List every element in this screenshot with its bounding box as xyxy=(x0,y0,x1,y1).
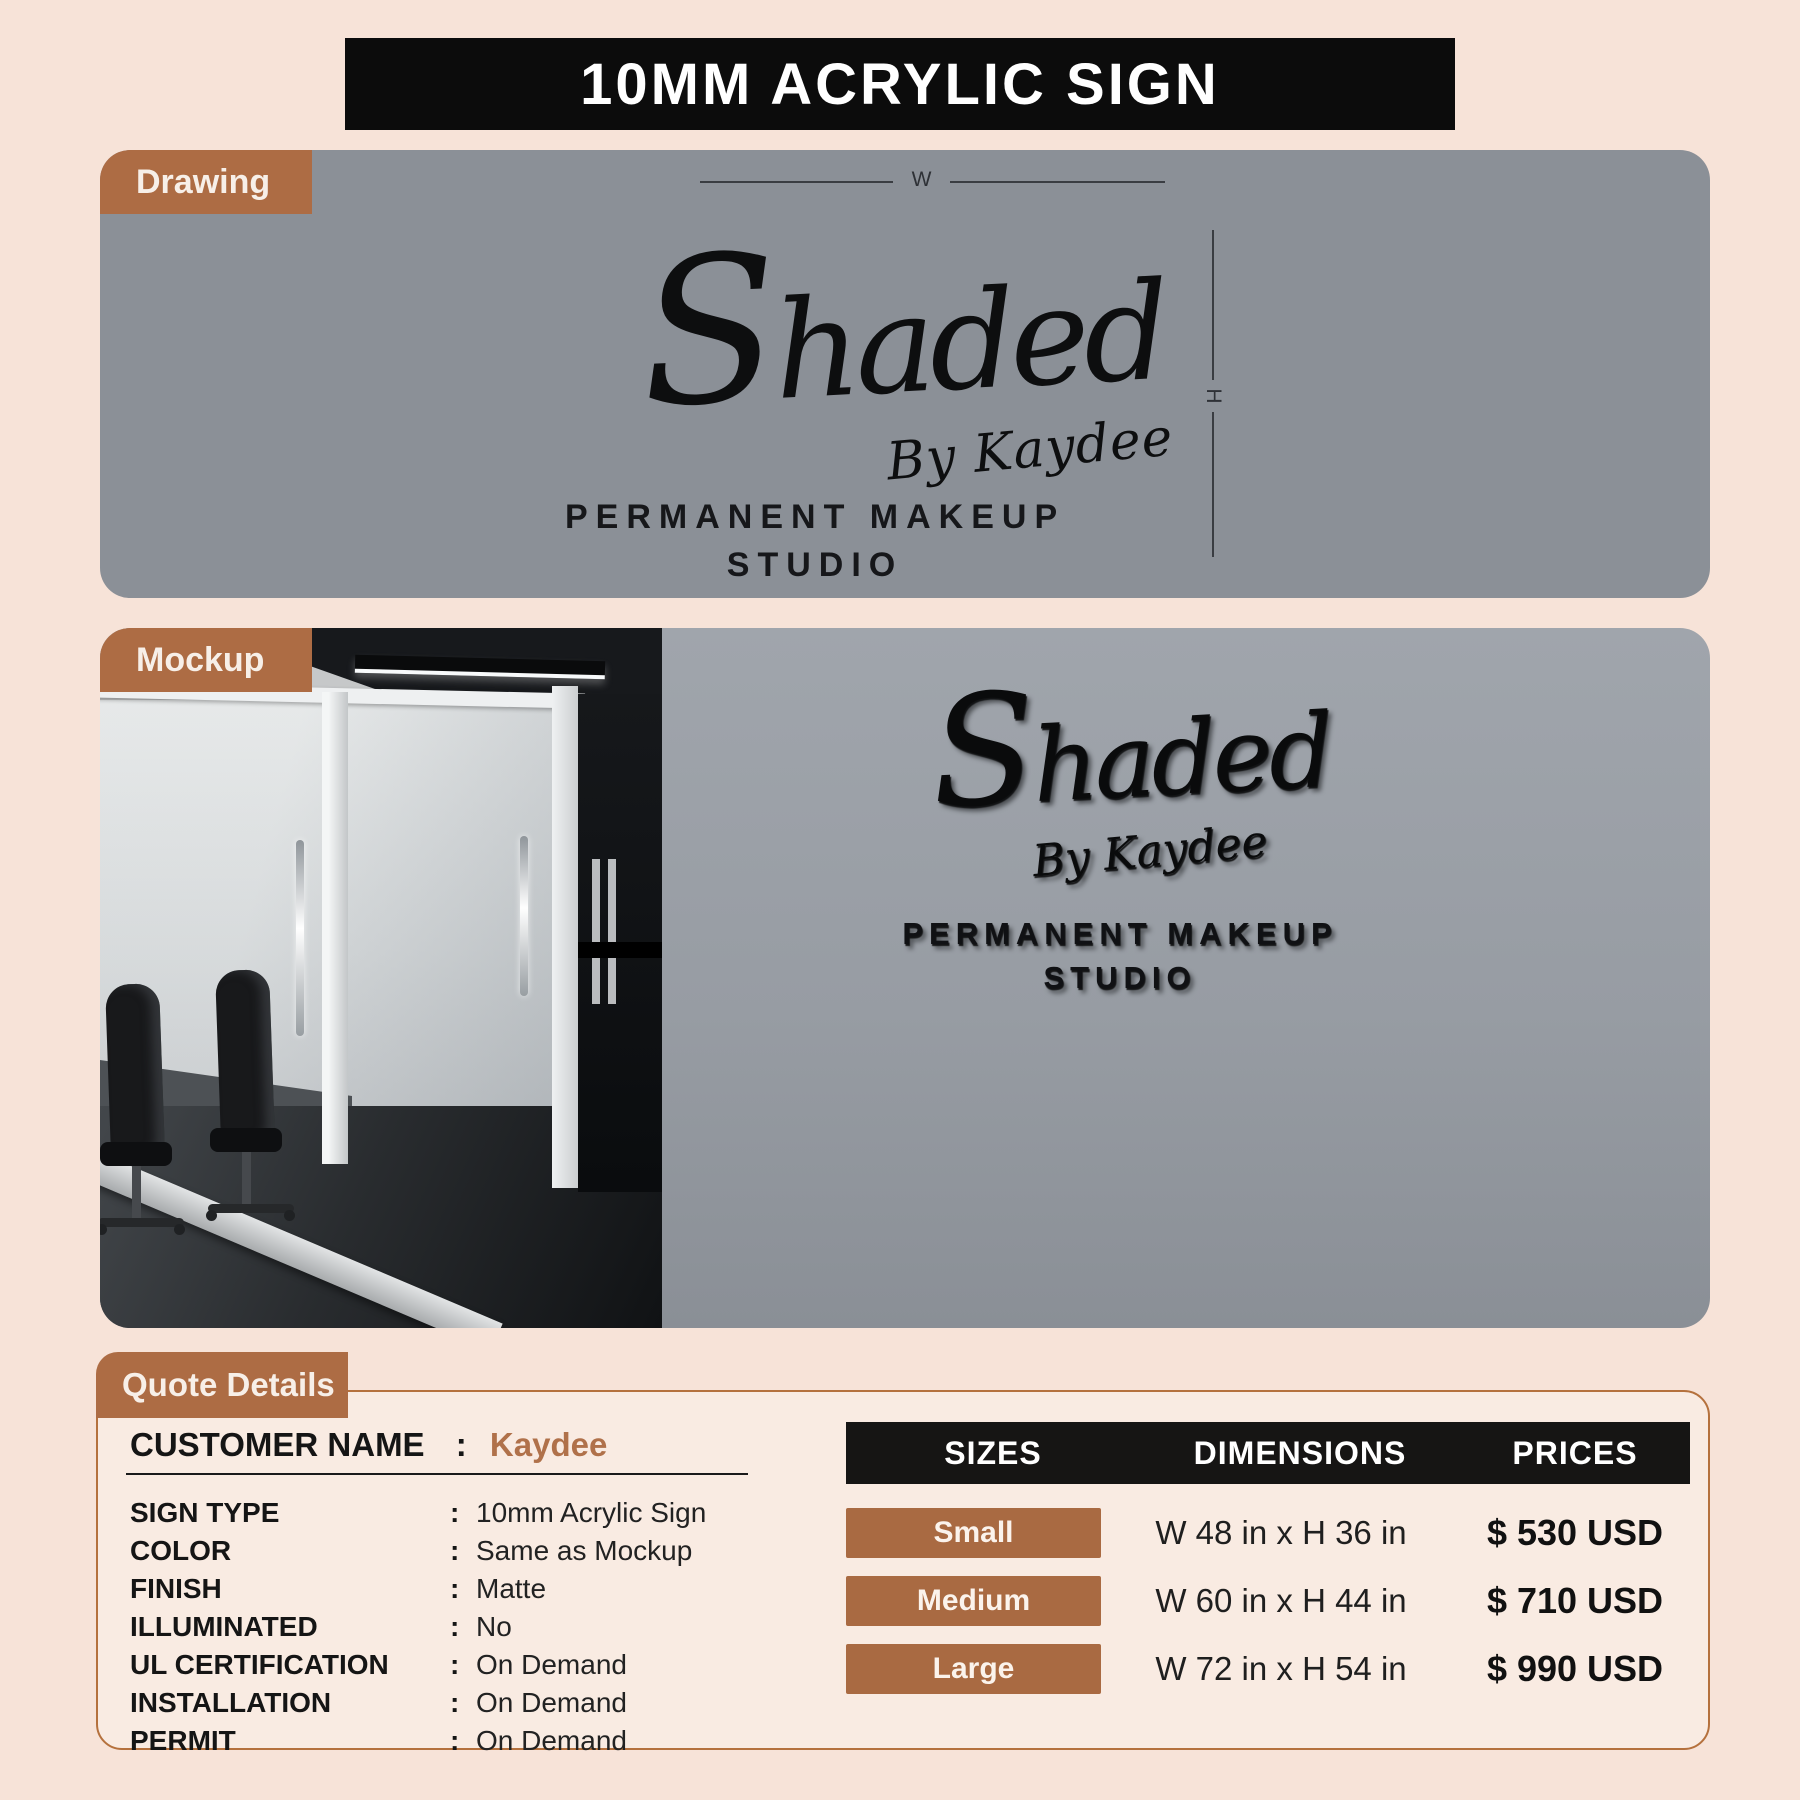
customer-name-underline xyxy=(126,1473,748,1475)
price-large: $ 990 USD xyxy=(1486,1648,1664,1689)
logo-script-main: Shaded xyxy=(634,210,1168,453)
dimensions-large: W 72 in x H 54 in xyxy=(1155,1650,1407,1687)
size-pill-medium: Medium xyxy=(846,1576,1101,1626)
spec-row xyxy=(130,1722,790,1760)
spec-label: FINISH xyxy=(130,1573,222,1604)
spec-label: ILLUMINATED xyxy=(130,1611,318,1642)
dark-doorway xyxy=(578,694,662,1192)
mockup-section-tab: Mockup xyxy=(100,628,312,692)
spec-value: 10mm Acrylic Sign xyxy=(476,1497,707,1528)
customer-name-value: Kaydee xyxy=(489,1426,608,1463)
colon-separator: : xyxy=(450,1535,460,1566)
height-dimension-line-bottom xyxy=(1212,412,1214,557)
glass-mullion xyxy=(322,692,348,1164)
customer-name-label: CUSTOMER NAME xyxy=(130,1426,425,1463)
width-dimension-label: W xyxy=(911,168,932,191)
colon-separator: : xyxy=(450,1573,460,1604)
spec-row xyxy=(130,1646,790,1684)
colon-separator: : xyxy=(455,1426,467,1463)
header-dimensions: DIMENSIONS xyxy=(1193,1435,1407,1471)
colon-separator: : xyxy=(450,1611,460,1642)
logo-script-sub: By Kaydee xyxy=(884,407,1176,493)
wall-sign-script-main: Shaded xyxy=(926,660,1333,844)
quote-details-tab: Quote Details xyxy=(96,1352,348,1418)
spec-label: INSTALLATION xyxy=(130,1687,332,1718)
height-dimension-label: H xyxy=(1202,388,1225,404)
spec-value: No xyxy=(476,1611,512,1642)
wall-sign-script-sub: By Kaydee xyxy=(1030,815,1270,888)
door-push-plate xyxy=(592,859,600,1004)
door-handle xyxy=(296,840,304,1036)
wall-sign-caps-line1: PERMANENT MAKEUP xyxy=(902,916,1338,951)
pricing-table xyxy=(846,1422,1690,1702)
glass-end-post xyxy=(552,686,578,1188)
spec-value: On Demand xyxy=(476,1687,627,1718)
customer-name-row xyxy=(130,1424,607,1466)
door-handle xyxy=(520,836,528,996)
spec-row xyxy=(130,1532,790,1570)
spec-row xyxy=(130,1570,790,1608)
spec-value: Same as Mockup xyxy=(476,1535,693,1566)
header-sizes: SIZES xyxy=(944,1435,1042,1471)
colon-separator: : xyxy=(450,1649,460,1680)
colon-separator: : xyxy=(450,1687,460,1718)
spec-label: SIGN TYPE xyxy=(130,1497,280,1528)
price-small: $ 530 USD xyxy=(1486,1512,1664,1553)
header-prices: PRICES xyxy=(1512,1435,1638,1471)
wall-sign-caps-line2: STUDIO xyxy=(1043,960,1197,995)
page-title: 10MM ACRYLIC SIGN xyxy=(345,38,1455,130)
height-dimension-line-top xyxy=(1212,230,1214,380)
drawing-section-tab: Drawing xyxy=(100,150,312,214)
price-medium: $ 710 USD xyxy=(1486,1580,1664,1621)
spec-value: On Demand xyxy=(476,1725,627,1756)
door-crossbar xyxy=(578,942,662,958)
width-dimension-line-right xyxy=(950,181,1165,183)
width-dimension-line-left xyxy=(700,181,893,183)
colon-separator: : xyxy=(450,1497,460,1528)
spec-label: COLOR xyxy=(130,1535,232,1566)
size-pill-small: Small xyxy=(846,1508,1101,1558)
spec-value: Matte xyxy=(476,1573,547,1604)
dimensions-small: W 48 in x H 36 in xyxy=(1155,1514,1407,1551)
office-photo xyxy=(100,628,662,1328)
spec-value: On Demand xyxy=(476,1649,627,1680)
colon-separator: : xyxy=(450,1725,460,1756)
logo-caps-line2: STUDIO xyxy=(726,546,904,584)
spec-label: PERMIT xyxy=(130,1725,236,1756)
size-pill-large: Large xyxy=(846,1644,1101,1694)
quote-spec-list xyxy=(130,1494,790,1760)
spec-row xyxy=(130,1684,790,1722)
spec-label: UL CERTIFICATION xyxy=(130,1649,389,1680)
spec-row xyxy=(130,1494,790,1532)
door-push-plate xyxy=(608,859,616,1004)
dimensions-medium: W 60 in x H 44 in xyxy=(1155,1582,1407,1619)
logo-caps-line1: PERMANENT MAKEUP xyxy=(565,498,1066,536)
spec-row xyxy=(130,1608,790,1646)
